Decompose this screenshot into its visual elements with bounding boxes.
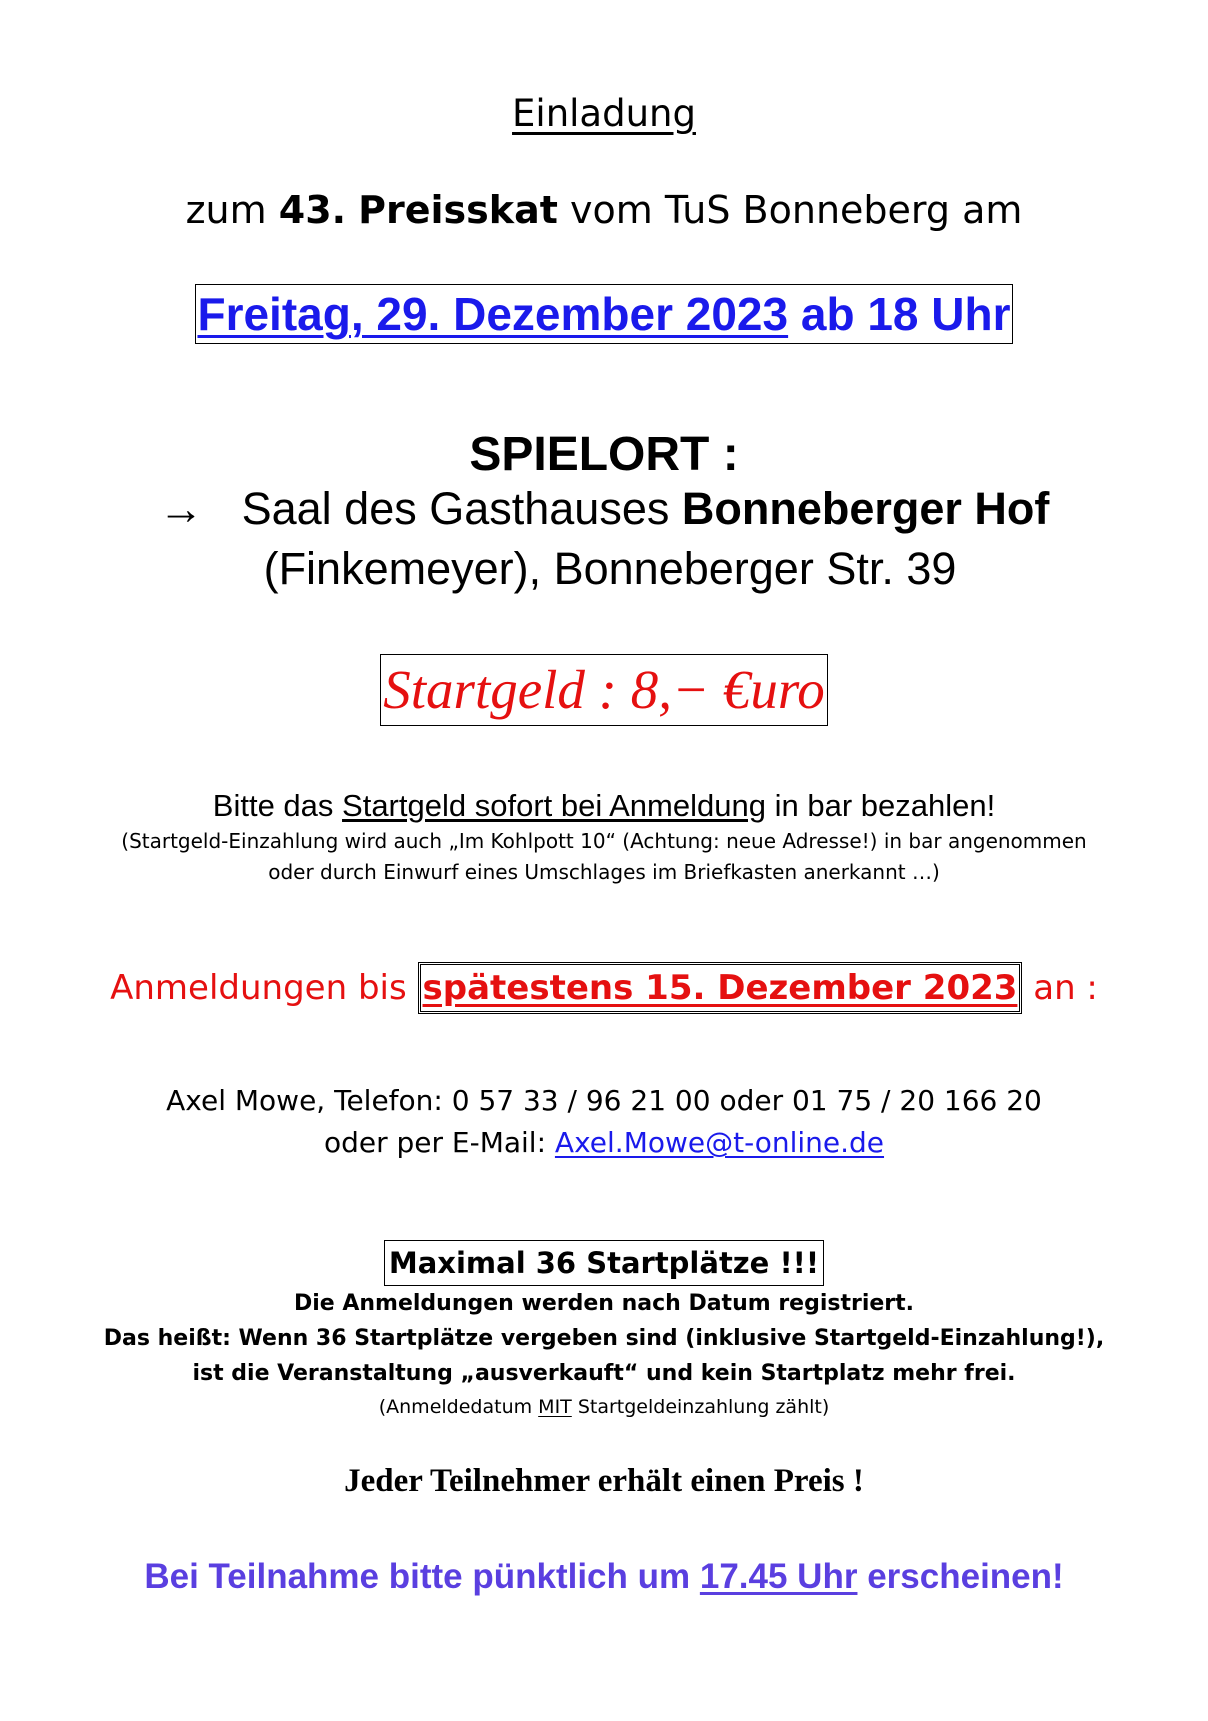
intro-prefix: zum <box>185 188 267 232</box>
capacity-note-mit: MIT <box>538 1396 572 1418</box>
payment-prefix: Bitte das <box>212 788 334 823</box>
capacity-line-2: Das heißt: Wenn 36 Startplätze vergeben sind (inklusive Startgeld-Einzahlung!), <box>103 1326 1105 1351</box>
venue-heading-text: SPIELORT : <box>469 428 739 481</box>
event-day-date: Freitag, 29. Dezember 2023 <box>197 288 789 340</box>
venue-heading <box>0 427 1208 482</box>
payment-note-line-2: oder durch Einwurf eines Umschlages im Briefkasten anerkannt …) <box>268 860 940 884</box>
capacity-line-3: ist die Veranstaltung „ausverkauft“ und kein Startplatz mehr frei. <box>192 1361 1016 1386</box>
arrival-notice <box>0 1557 1208 1597</box>
intro-suffix: vom TuS Bonneberg am <box>569 188 1023 232</box>
payment-instruction <box>0 788 1208 824</box>
entry-fee <box>0 654 1208 726</box>
arrival-suffix: erscheinen! <box>867 1557 1064 1596</box>
capacity-note-suffix: Startgeldeinzahlung zählt) <box>577 1396 830 1418</box>
capacity-box: Maximal 36 Startplätze !!! <box>384 1240 824 1286</box>
venue-address: (Finkemeyer), Bonneberger Str. 39 <box>263 543 957 594</box>
venue-line-2 <box>0 543 1208 595</box>
event-date <box>0 284 1208 344</box>
registration-deadline <box>0 962 1208 1014</box>
arrival-time: 17.45 Uhr <box>699 1557 858 1596</box>
capacity-headline <box>0 1240 1208 1286</box>
arrow-right-icon: → <box>158 483 204 534</box>
registration-prefix: Anmeldungen bis <box>110 968 407 1008</box>
venue-name: Bonneberger Hof <box>681 483 1050 534</box>
prize-notice: Jeder Teilnehmer erhält einen Preis ! <box>344 1463 864 1499</box>
title-text: Einladung <box>512 92 696 135</box>
deadline-date: spätestens 15. Dezember 2023 <box>422 968 1018 1008</box>
capacity-note <box>0 1396 1208 1418</box>
payment-note-line-1: (Startgeld-Einzahlung wird auch „Im Kohlpott 10“ (Achtung: neue Adresse!) in bar angenommen <box>121 829 1087 853</box>
capacity-line-1: Die Anmeldungen werden nach Datum registriert. <box>293 1291 915 1316</box>
payment-suffix: in bar bezahlen! <box>774 788 996 823</box>
arrival-prefix: Bei Teilnahme bitte pünktlich um <box>144 1557 691 1596</box>
contact-phone: Axel Mowe, Telefon: 0 57 33 / 96 21 00 oder 01 75 / 20 166 20 <box>166 1084 1042 1117</box>
email-link[interactable]: Axel.Mowe@t-online.de <box>554 1126 885 1159</box>
venue-prefix: Saal des Gasthauses <box>241 483 670 534</box>
intro-number: 43. <box>278 188 347 232</box>
event-time: ab 18 Uhr <box>800 288 1011 340</box>
contact-email-line <box>0 1126 1208 1159</box>
registration-suffix: an : <box>1033 968 1098 1008</box>
invitation-title <box>0 92 1208 135</box>
email-prefix: oder per E-Mail: <box>323 1126 547 1159</box>
capacity-note-prefix: (Anmeldedatum <box>378 1396 533 1418</box>
entry-fee-box: Startgeld : 8,− €uro <box>380 654 827 726</box>
event-date-box <box>195 284 1012 344</box>
venue-line-1 <box>0 483 1208 535</box>
intro-event: Preisskat <box>358 188 558 232</box>
deadline-box <box>418 962 1023 1014</box>
payment-underlined: Startgeld sofort bei Anmeldung <box>342 788 766 823</box>
intro-line <box>0 188 1208 232</box>
